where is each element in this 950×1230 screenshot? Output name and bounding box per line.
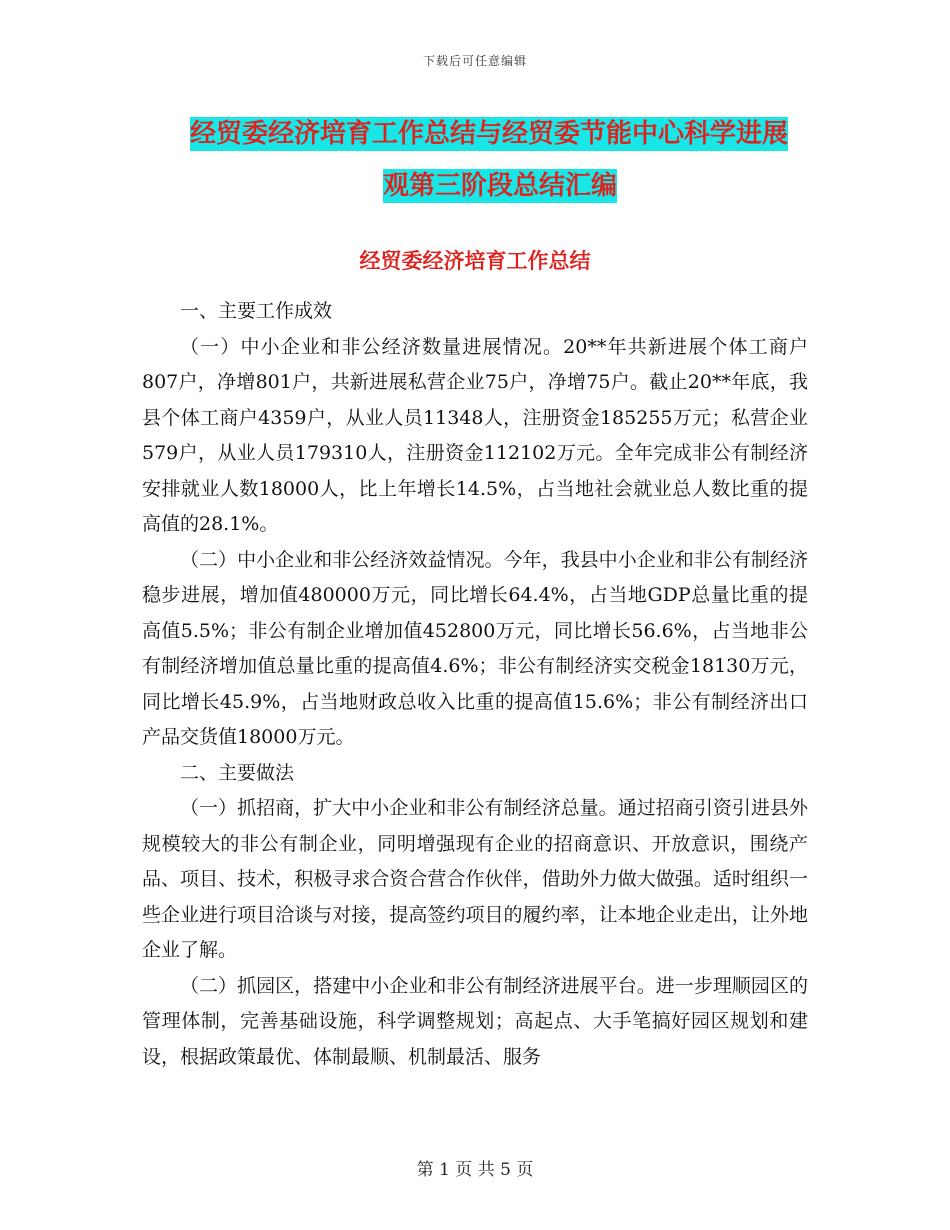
- page-header-note: 下载后可任意编辑: [422, 54, 527, 68]
- paragraph-investment: （一）抓招商，扩大中小企业和非公有制经济总量。通过招商引资引进县外规模较大的非公有制企业，同明增强现有企业的招商意识、开放意识，围绕产品、项目、技术，积极寻求合资合营合作伙伴，借助外力做大做强。适时组织一些企业进行项目洽谈与对接，提高签约项目的履约率，让本地企业走出，让外地企业了解。: [142, 797, 808, 961]
- heading-main-results: 一、主要工作成效: [180, 300, 333, 322]
- title-highlight-1: 经贸委经济培育工作总结与经贸委节能中心科学进展: [190, 119, 789, 149]
- section-title: 经贸委经济培育工作总结: [359, 249, 591, 273]
- page-number: 第 1 页 共 5 页: [416, 1160, 534, 1180]
- document-title-line-2: [190, 160, 810, 212]
- title-highlight-2: 观第三阶段总结汇编: [382, 171, 617, 201]
- paragraph-efficiency: （二）中小企业和非公经济效益情况。今年，我县中小企业和非公有制经济稳步进展，增加值480000万元，同比增长64.4%，占当地GDP总量比重的提高值5.5%；非公有制企业增加值452800万元，同比增长56.6%，占当地非公有制经济增加值总量比重的提高值4.6%；非公有制经济实交税金18130万元，同比增长45.9%，占当地财政总收入比重的提高值15.6%；非公有制经济出口产品交货值18000万元。: [142, 548, 808, 748]
- document-title: [190, 108, 810, 212]
- document-title-line-1: [190, 108, 810, 160]
- document-body: [142, 294, 808, 1075]
- paragraph-quantity: （一）中小企业和非公经济数量进展情况。20**年共新进展个体工商户807户，净增801户，共新进展私营企业75户，净增75户。截止20**年底，我县个体工商户4359户，从业人员11348人，注册资金185255万元；私营企业579户，从业人员179310人，注册资金112102万元。全年完成非公有制经济安排就业人数18000人，比上年增长14.5%，占当地社会就业总人数比重的提高值的28.1%。: [142, 335, 808, 535]
- heading-main-methods: 二、主要做法: [180, 761, 295, 784]
- paragraph-industrial-park: （二）抓园区，搭建中小企业和非公有制经济进展平台。进一步理顺园区的管理体制，完善基础设施，科学调整规划；高起点、大手笔搞好园区规划和建设，根据政策最优、体制最顺、机制最活、服务: [142, 974, 808, 1068]
